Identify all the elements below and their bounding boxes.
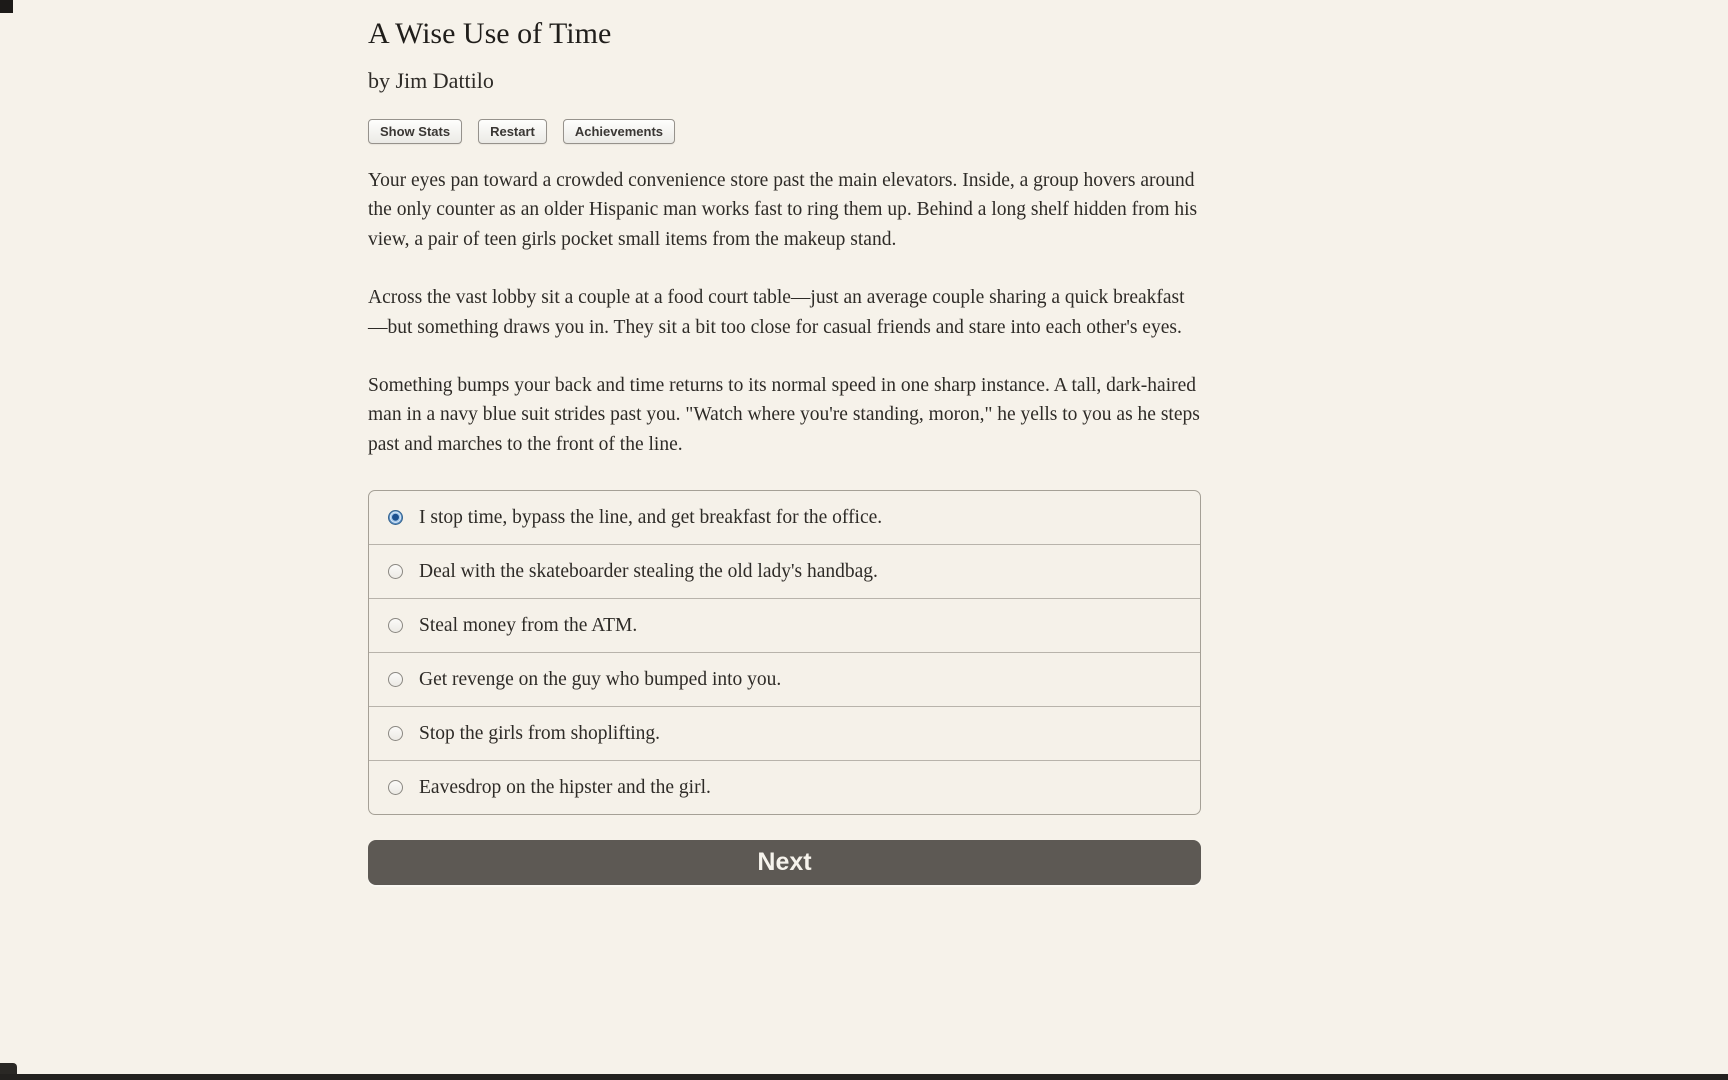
radio-selected-icon[interactable] (388, 510, 403, 525)
radio-unselected-icon[interactable] (388, 726, 403, 741)
choice-option-label: Deal with the skateboarder stealing the old lady's handbag. (419, 560, 878, 582)
radio-unselected-icon[interactable] (388, 780, 403, 795)
story-text (368, 166, 1201, 459)
choice-option-label: Steal money from the ATM. (419, 614, 638, 636)
radio-unselected-icon[interactable] (388, 672, 403, 687)
choice-option-label: Eavesdrop on the hipster and the girl. (419, 776, 711, 798)
choice-option[interactable] (369, 760, 1200, 814)
toolbar-button-show-stats[interactable]: Show Stats (368, 119, 462, 144)
radio-unselected-icon[interactable] (388, 564, 403, 579)
story-paragraph: Something bumps your back and time returns to its normal speed in one sharp instance. A tall, dark-haired man in a navy blue suit strides past you. "Watch where you're standing, moron," he yells to you as he steps past and marches to the front of the line. (368, 375, 1200, 455)
radio-unselected-icon[interactable] (388, 618, 403, 633)
choice-option[interactable] (369, 491, 1200, 544)
choice-option-label: Get revenge on the guy who bumped into you. (419, 668, 782, 690)
next-button[interactable]: Next (368, 840, 1201, 885)
story-paragraph: Across the vast lobby sit a couple at a food court table—just an average couple sharing a quick breakfast—but something draws you in. They sit a bit too close for casual friends and stare into each other's eyes. (368, 287, 1185, 338)
screen-bottom-bar (0, 1074, 1728, 1080)
choice-option-label: Stop the girls from shoplifting. (419, 722, 661, 744)
choice-option[interactable] (369, 544, 1200, 598)
toolbar-button-achievements[interactable]: Achievements (563, 119, 675, 144)
toolbar (368, 119, 1201, 144)
author-byline: by Jim Dattilo (368, 68, 494, 93)
game-content (368, 0, 1201, 885)
choice-option[interactable] (369, 706, 1200, 760)
choice-option[interactable] (369, 598, 1200, 652)
page-title: A Wise Use of Time (368, 17, 612, 50)
screen-corner-artifact (0, 0, 13, 13)
choice-list (368, 490, 1201, 815)
toolbar-button-restart[interactable]: Restart (478, 119, 547, 144)
choice-option-label: I stop time, bypass the line, and get breakfast for the office. (419, 506, 883, 528)
screen-edge-artifact (0, 1063, 17, 1074)
story-paragraph: Your eyes pan toward a crowded convenience store past the main elevators. Inside, a group hovers around the only counter as an older Hispanic man works fast to ring them up. Behind a long shelf hidden from his view, a pair of teen girls pocket small items from the makeup stand. (368, 170, 1198, 250)
choice-option[interactable] (369, 652, 1200, 706)
